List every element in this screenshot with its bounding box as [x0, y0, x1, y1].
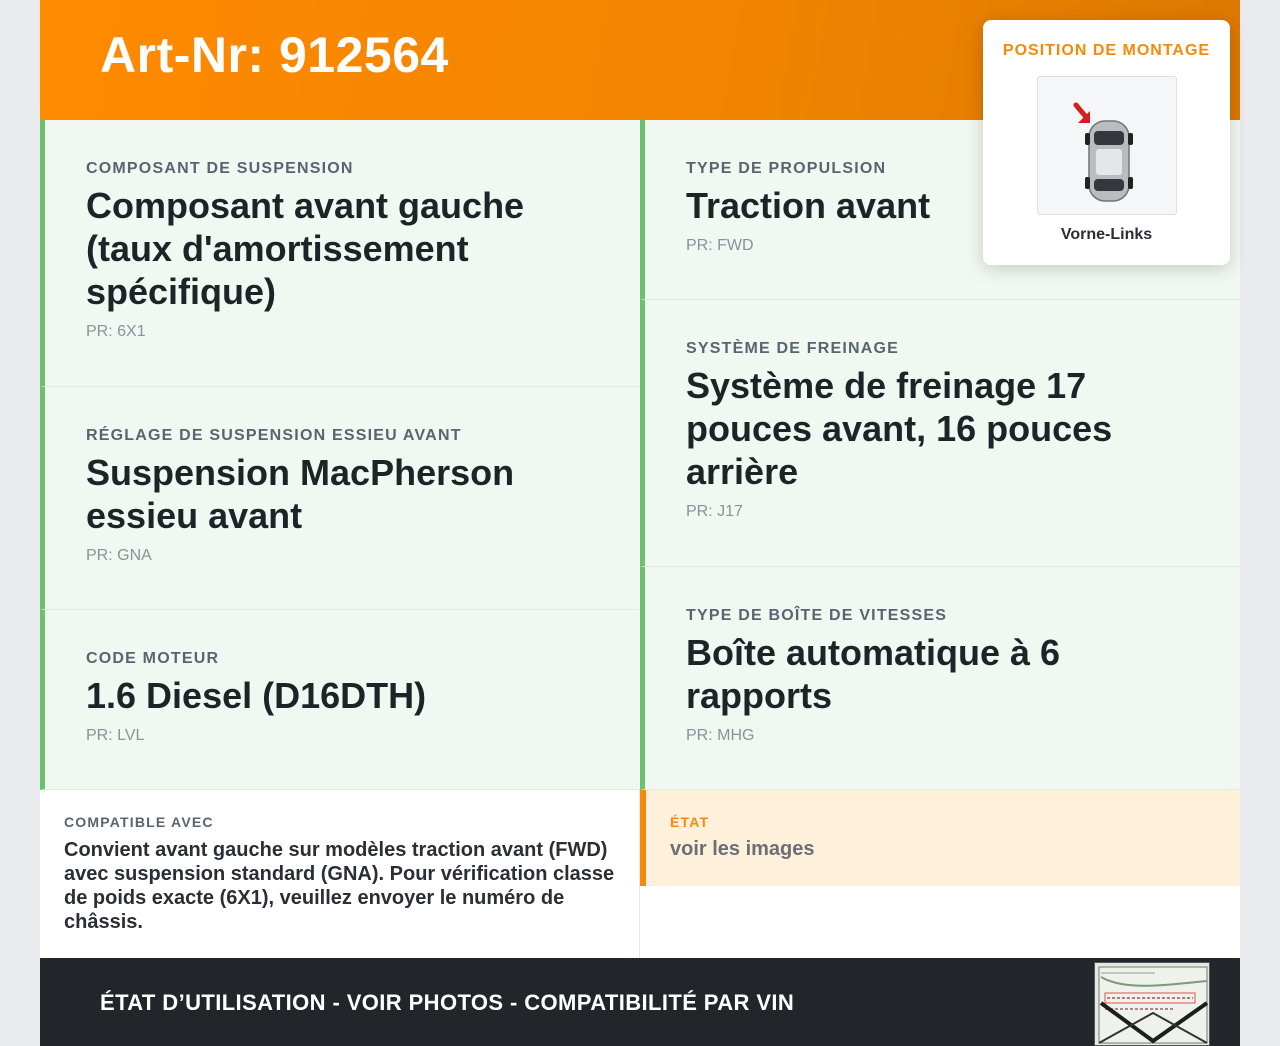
footer-bar [40, 958, 1240, 1046]
spec-label: SYSTÈME DE FREINAGE [686, 340, 900, 357]
mount-position-image [1037, 76, 1177, 215]
spec-column-left [40, 120, 640, 790]
spec-pr-code: PR: LVL [86, 727, 145, 744]
spec-card-front-axle-suspension [40, 387, 640, 610]
car-top-view-icon [1038, 77, 1178, 216]
compatibility-label: COMPATIBLE AVEC [64, 814, 214, 830]
spec-value: Boîte automatique à 6 rapports [686, 632, 1061, 716]
condition-section [640, 790, 1240, 886]
spec-pr-code: PR: FWD [686, 237, 754, 254]
mount-position-card [983, 20, 1230, 265]
compatibility-section [40, 790, 640, 958]
spec-card-suspension-component [40, 120, 640, 387]
spec-pr-code: PR: MHG [686, 727, 755, 744]
spec-value: Suspension MacPherson essieu avant [86, 452, 515, 536]
spec-label: TYPE DE BOÎTE DE VITESSES [686, 607, 948, 624]
spec-value: 1.6 Diesel (D16DTH) [86, 675, 427, 716]
spec-label: TYPE DE PROPULSION [686, 160, 887, 177]
spec-value: Système de freinage 17 pouces avant, 16 pouces arrière [686, 365, 1113, 492]
footer-text: ÉTAT D’UTILISATION - VOIR PHOTOS - COMPATIBILITÉ PAR VIN [100, 990, 795, 1015]
spec-label: CODE MOTEUR [86, 650, 220, 667]
article-number-title: Art-Nr: 912564 [100, 27, 449, 83]
condition-label: ÉTAT [670, 814, 710, 830]
part-label-photo-thumbnail[interactable] [1094, 962, 1210, 1046]
spec-label: RÉGLAGE DE SUSPENSION ESSIEU AVANT [86, 427, 462, 444]
spec-value: Traction avant [686, 185, 931, 226]
spec-value: Composant avant gauche (taux d'amortissement spécifique) [86, 185, 525, 312]
spec-pr-code: PR: 6X1 [86, 323, 146, 340]
spec-pr-code: PR: J17 [686, 503, 743, 520]
spec-card-engine-code [40, 610, 640, 790]
spec-pr-code: PR: GNA [86, 547, 152, 564]
spec-label: COMPOSANT DE SUSPENSION [86, 160, 354, 177]
bottom-info [40, 790, 1240, 958]
part-label-photo-icon [1095, 963, 1210, 1046]
spec-card-brake-system [640, 300, 1240, 567]
mount-position-label: POSITION DE MONTAGE [1002, 42, 1211, 59]
spec-card-gearbox-type [640, 567, 1240, 790]
mount-position-caption: Vorne-Links [1060, 226, 1153, 243]
condition-text: voir les images [670, 838, 815, 860]
compatibility-text: Convient avant gauche sur modèles traction avant (FWD) avec suspension standard (GNA). Pour vérification classe de poids exacte (6X1), veuillez envoyer le numéro de châssis. [64, 839, 615, 933]
